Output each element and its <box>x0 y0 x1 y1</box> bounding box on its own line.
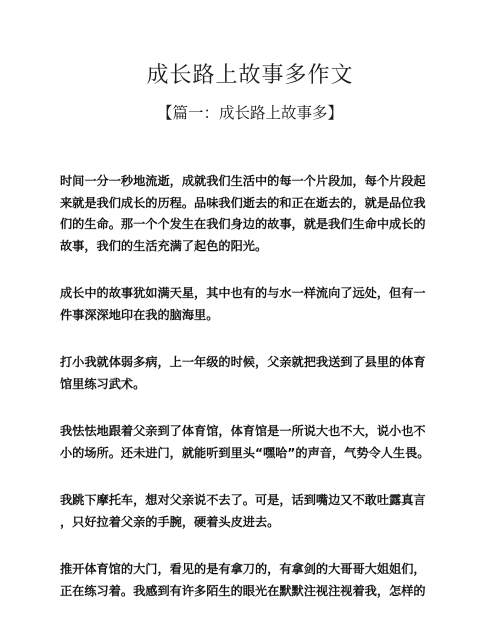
paragraph-line: 成长中的故事犹如满天星，其中也有的与水一样流向了远处，但有一 <box>60 286 426 300</box>
paragraph-line: 们的生命。那一个个发生在我们身边的故事，就是我们生命中成长的 <box>60 217 426 231</box>
paragraph-4 <box>60 421 444 464</box>
paragraph-2 <box>60 283 444 326</box>
paragraph-line: ，只好拉着父亲的手腕，硬着头皮进去。 <box>60 514 280 529</box>
paragraph-5 <box>60 490 444 533</box>
paragraph-3 <box>60 352 444 395</box>
document-body <box>60 171 444 628</box>
paragraph-line: 正在练习着。我感到有许多陌生的眼光在默默注视注视着我，怎样的 <box>60 583 426 598</box>
paragraph-1 <box>60 171 444 257</box>
paragraph-line: 时间一分一秒地流逝，成就我们生活中的每一个片段加，每个片段起 <box>60 174 426 188</box>
document-title: 成长路上故事多作文 <box>146 63 354 88</box>
paragraph-line: 打小我就体弱多病，上一年级的时候，父亲就把我送到了县里的体育 <box>60 355 426 369</box>
paragraph-line: 我跳下摩托车，想对父亲说不去了。可是，话到嘴边又不敢吐露真言 <box>60 493 426 507</box>
paragraph-line: 推开体育馆的大门，看见的是有拿刀的，有拿剑的大哥哥大姐姐们， <box>60 562 426 576</box>
paragraph-line: 故事，我们的生活充满了起色的阳光。 <box>60 238 268 253</box>
paragraph-6 <box>60 559 444 602</box>
paragraph-line: 馆里练习武术。 <box>60 376 146 391</box>
paragraph-line: 件事深深地印在我的脑海里。 <box>60 307 219 322</box>
paragraph-line: 小的场所。还未进门，就能听到里头“嘿哈”的声音，气势令人生畏。 <box>60 445 430 460</box>
paragraph-line: 我怯怯地跟着父亲到了体育馆，体育馆是一所说大也不大，说小也不 <box>60 424 426 438</box>
paragraph-line: 来就是我们成长的历程。品味我们逝去的和正在逝去的，就是品位我 <box>60 195 426 210</box>
document-subtitle: 【篇一：成长路上故事多】 <box>156 104 343 122</box>
